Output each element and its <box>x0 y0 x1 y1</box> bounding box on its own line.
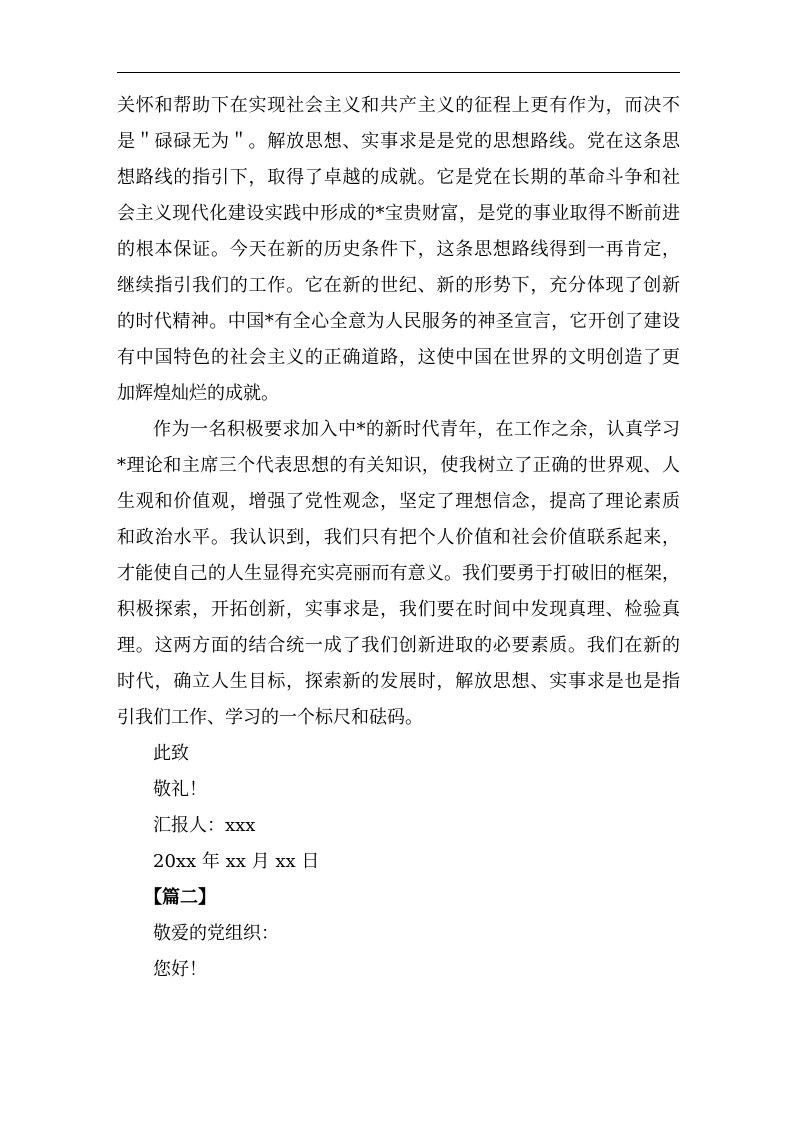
paragraph-line: 有中国特色的社会主义的正确道路，这使中国在世界的文明创造了更 <box>117 347 680 368</box>
paragraph-line: 积极探索，开拓创新，实事求是，我们要在时间中发现真理、检验真 <box>117 599 680 620</box>
paragraph-line: 是＂碌碌无为＂。解放思想、实事求是是党的思想路线。党在这条思 <box>117 131 680 152</box>
paragraph-line: 继续指引我们的工作。它在新的世纪、新的形势下，充分体现了创新 <box>117 275 680 296</box>
closing-salutation: 此致 <box>153 743 189 764</box>
report-date: 20xx 年 xx 月 xx 日 <box>153 851 320 872</box>
paragraph-line: 作为一名积极要求加入中*的新时代青年，在工作之余，认真学习 <box>153 419 680 440</box>
closing-block <box>117 736 680 880</box>
paragraph-line: 想路线的指引下，取得了卓越的成就。它是党在长期的革命斗争和社 <box>117 167 680 188</box>
paragraph-1 <box>117 88 680 412</box>
reporter-name: 汇报人：xxx <box>153 815 256 836</box>
paragraph-line: 理。这两方面的结合统一成了我们创新进取的必要素质。我们在新的 <box>117 635 680 656</box>
paragraph-line: 生观和价值观，增强了党性观念，坚定了理想信念，提高了理论素质 <box>117 491 680 512</box>
paragraph-line: 引我们工作、学习的一个标尺和砝码。 <box>117 707 423 728</box>
paragraph-line: 关怀和帮助下在实现社会主义和共产主义的征程上更有作为，而决不 <box>117 95 680 116</box>
section-greeting: 敬爱的党组织： <box>153 923 279 944</box>
paragraph-line: 会主义现代化建设实践中形成的*宝贵财富，是党的事业取得不断前进 <box>117 203 680 224</box>
closing-respect: 敬礼！ <box>153 779 207 800</box>
paragraph-line: 的时代精神。中国*有全心全意为人民服务的神圣宣言，它开创了建设 <box>117 311 680 332</box>
body-text <box>117 88 680 988</box>
paragraph-line: 才能使自己的人生显得充实亮丽而有意义。我们要勇于打破旧的框架， <box>117 563 680 584</box>
paragraph-line: 时代，确立人生目标，探索新的发展时，解放思想、实事求是也是指 <box>117 671 680 692</box>
section-2 <box>117 880 680 988</box>
paragraph-line: 的根本保证。今天在新的历史条件下，这条思想路线得到一再肯定， <box>117 239 680 260</box>
section-hello: 您好！ <box>153 959 207 980</box>
paragraph-2 <box>117 412 680 736</box>
paragraph-line: *理论和主席三个代表思想的有关知识，使我树立了正确的世界观、人 <box>117 455 680 476</box>
header-rule <box>117 72 680 73</box>
section-title: 【篇二】 <box>144 887 216 908</box>
paragraph-line: 和政治水平。我认识到，我们只有把个人价值和社会价值联系起来， <box>117 527 680 548</box>
paragraph-line: 加辉煌灿烂的成就。 <box>117 383 279 404</box>
